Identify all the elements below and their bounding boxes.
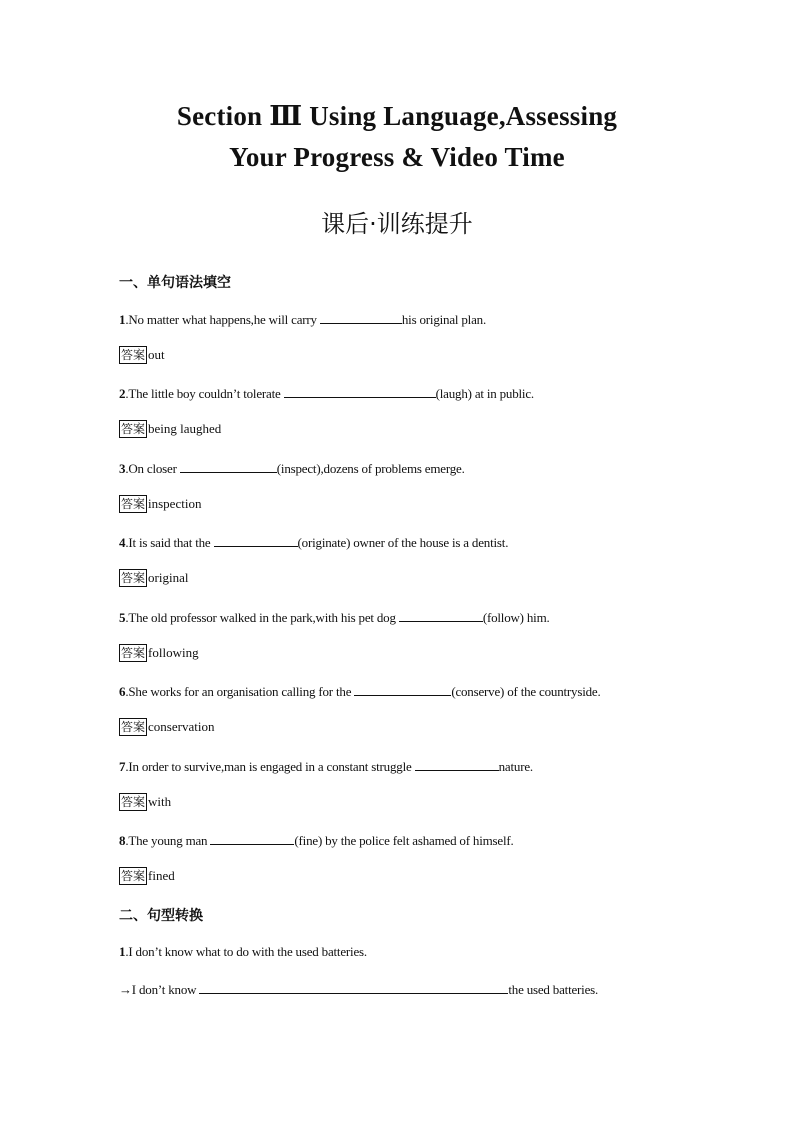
section-heading-sentence-transform: 二、句型转换 — [119, 908, 203, 924]
answer-6 — [119, 718, 214, 736]
answer-text: out — [148, 347, 165, 362]
question-8 — [119, 832, 514, 849]
answer-4 — [119, 569, 188, 587]
question-text-after: nature. — [498, 759, 533, 774]
question-number: 1 — [119, 944, 126, 959]
answer-blank — [214, 534, 298, 547]
question-text: .I don’t know what to do with the used batteries. — [125, 944, 367, 959]
question-7 — [119, 758, 533, 775]
question-number: 8 — [119, 833, 126, 848]
answer-tag: 答案 — [121, 571, 146, 585]
answer-tag: 答案 — [121, 869, 146, 883]
answer-7 — [119, 793, 171, 811]
document-title-line-1: Section Ⅲ Using Language,Assessing — [176, 101, 618, 131]
transform-question-1 — [119, 944, 367, 960]
question-2 — [119, 385, 534, 402]
answer-tag: 答案 — [121, 720, 146, 734]
question-text-after: (conserve) of the countryside. — [451, 684, 601, 699]
answer-blank — [320, 311, 402, 324]
answer-1 — [119, 346, 165, 364]
answer-blank — [199, 981, 508, 994]
transform-rewrite-1 — [119, 981, 598, 998]
question-text-after: (originate) owner of the house is a dentist. — [297, 535, 509, 550]
question-4 — [119, 534, 508, 551]
answer-tag: 答案 — [121, 795, 146, 809]
answer-text: being laughed — [148, 421, 222, 436]
answer-text: conservation — [148, 719, 215, 734]
answer-tag: 答案 — [121, 348, 146, 362]
question-text-before: .The little boy couldn’t tolerate — [125, 386, 284, 401]
answer-blank — [354, 683, 451, 696]
answer-3 — [119, 495, 201, 513]
question-text-before: .It is said that the — [125, 535, 214, 550]
question-text-before: .On closer — [125, 461, 180, 476]
question-number: 1 — [119, 312, 126, 327]
question-number: 6 — [119, 684, 126, 699]
answer-2 — [119, 420, 221, 438]
question-text-after: his original plan. — [401, 312, 487, 327]
rewrite-text-after: the used batteries. — [508, 982, 599, 997]
answer-text: inspection — [148, 496, 202, 511]
question-number: 7 — [119, 759, 126, 774]
answer-blank — [180, 460, 277, 473]
answer-5 — [119, 644, 199, 662]
question-text-after: (follow) him. — [482, 610, 550, 625]
question-number: 4 — [119, 535, 126, 550]
answer-blank — [284, 385, 436, 398]
answer-text: original — [148, 570, 189, 585]
answer-blank — [210, 832, 294, 845]
question-text-before: .In order to survive,man is engaged in a constant struggle — [125, 759, 415, 774]
document-subtitle: 课后·训练提升 — [321, 210, 473, 238]
question-text-after: (laugh) at in public. — [435, 386, 534, 401]
question-number: 2 — [119, 386, 126, 401]
answer-tag: 答案 — [121, 646, 146, 660]
answer-tag: 答案 — [121, 497, 146, 511]
answer-text: following — [148, 645, 199, 660]
question-number: 5 — [119, 610, 126, 625]
question-5 — [119, 609, 550, 626]
question-text-before: .The old professor walked in the park,with his pet dog — [125, 610, 399, 625]
rewrite-text-before: →I don’t know — [119, 982, 200, 997]
answer-text: fined — [148, 868, 175, 883]
answer-blank — [415, 758, 499, 771]
document-title-line-2: Your Progress & Video Time — [229, 142, 565, 172]
answer-tag: 答案 — [121, 422, 146, 436]
question-1 — [119, 311, 486, 328]
section-heading-grammar-fill: 一、单句语法填空 — [119, 275, 231, 291]
answer-8 — [119, 867, 175, 885]
question-text-after: (inspect),dozens of problems emerge. — [276, 461, 465, 476]
question-6 — [119, 683, 601, 700]
question-text-before: .She works for an organisation calling for the — [125, 684, 355, 699]
question-text-after: (fine) by the police felt ashamed of himself. — [294, 833, 514, 848]
question-text-before: .No matter what happens,he will carry — [125, 312, 320, 327]
question-text-before: .The young man — [125, 833, 211, 848]
answer-text: with — [148, 794, 172, 809]
answer-blank — [399, 609, 483, 622]
question-number: 3 — [119, 461, 126, 476]
question-3 — [119, 460, 465, 477]
